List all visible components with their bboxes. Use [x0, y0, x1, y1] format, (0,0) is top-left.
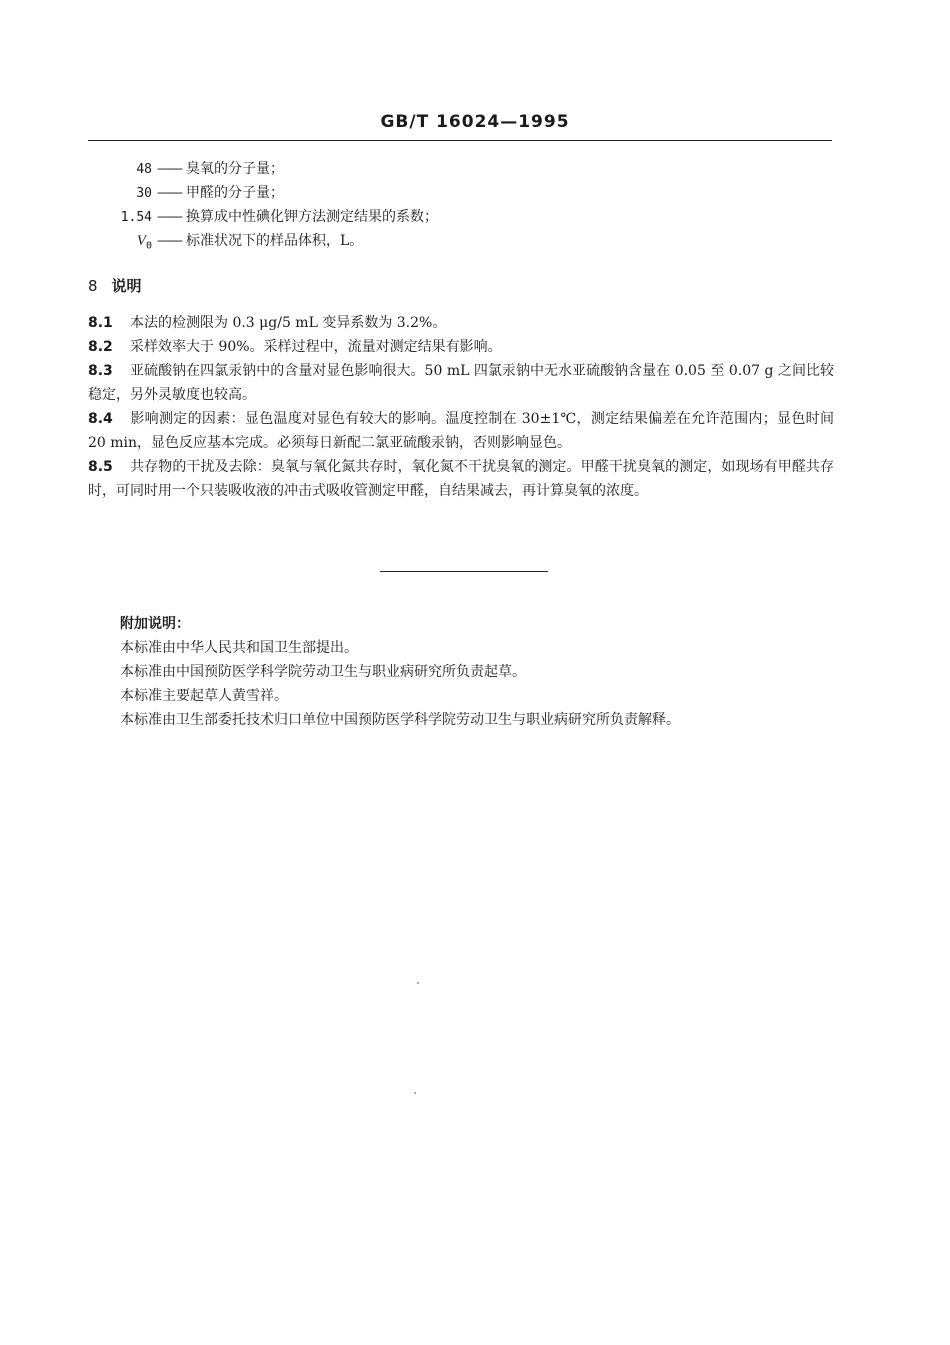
definition-row — [106, 206, 806, 230]
definition-dash: —— — [157, 161, 181, 177]
standard-number-header: GB/T 16024—1995 — [380, 112, 570, 132]
section-heading — [88, 275, 142, 296]
explanation-item — [88, 359, 834, 407]
item-number: 8.1 — [88, 315, 113, 331]
explanation-item — [88, 311, 834, 335]
definition-text: 标准状况下的样品体积，L。 — [186, 233, 364, 249]
item-text: 共存物的干扰及去除：臭氧与氧化氮共存时，氧化氮不干扰臭氧的测定。甲醛干扰臭氧的测定，如现场有甲醛共存时，可同时用一个只装吸收液的冲击式吸收管测定甲醛，自结果减去，再计算臭氧的浓度。 — [88, 459, 834, 499]
definition-row — [106, 230, 806, 254]
appendix-notes — [120, 612, 820, 732]
item-number: 8.4 — [88, 411, 113, 427]
item-number: 8.3 — [88, 363, 113, 379]
definition-symbol-subscript: 0 — [145, 240, 152, 252]
definition-dash: —— — [157, 233, 181, 249]
item-number: 8.2 — [88, 339, 113, 355]
appendix-line: 本标准由中国预防医学科学院劳动卫生与职业病研究所负责起草。 — [120, 664, 526, 680]
appendix-line: 本标准主要起草人黄雪祥。 — [120, 688, 288, 704]
definition-text: 换算成中性碘化钾方法测定结果的系数； — [186, 209, 438, 225]
explanation-item — [88, 455, 834, 503]
end-rule — [380, 571, 548, 572]
definition-text: 臭氧的分子量； — [186, 161, 284, 177]
definition-symbol: 48 — [136, 162, 152, 177]
definitions-list — [106, 158, 806, 254]
appendix-line: 本标准由卫生部委托技术归口单位中国预防医学科学院劳动卫生与职业病研究所负责解释。 — [120, 712, 680, 728]
item-text: 亚硫酸钠在四氯汞钠中的含量对显色影响很大。50 mL 四氯汞钠中无水亚硫酸钠含量在 0.05 至 0.07 g 之间比较稳定，另外灵敏度也较高。 — [88, 363, 834, 403]
explanation-item — [88, 407, 834, 455]
definition-symbol: 1.54 — [120, 210, 152, 225]
header-rule — [88, 140, 832, 141]
definition-symbol: 30 — [136, 186, 152, 201]
definition-dash: —— — [157, 209, 181, 225]
appendix-line: 本标准由中华人民共和国卫生部提出。 — [120, 640, 358, 656]
scan-speck — [414, 1092, 416, 1094]
appendix-title: 附加说明： — [120, 616, 190, 632]
definition-symbol-main: V — [136, 233, 146, 249]
item-text: 采样效率大于 90%。采样过程中，流量对测定结果有影响。 — [130, 339, 502, 355]
definition-row — [106, 182, 806, 206]
definition-text: 甲醛的分子量； — [186, 185, 284, 201]
item-number: 8.5 — [88, 459, 113, 475]
section-title: 说明 — [111, 277, 142, 295]
item-text: 影响测定的因素：显色温度对显色有较大的影响。温度控制在 30±1℃，测定结果偏差在允许范围内；显色时间 20 min，显色反应基本完成。必须每日新配二氯亚硫酸汞钠，否则影响显色。 — [88, 411, 834, 451]
section-number: 8 — [88, 277, 98, 295]
definition-dash: —— — [157, 185, 181, 201]
definition-symbol — [106, 233, 152, 252]
item-text: 本法的检测限为 0.3 μg/5 mL 变异系数为 3.2%。 — [130, 315, 447, 331]
explanation-item — [88, 335, 834, 359]
explanation-items — [88, 311, 834, 503]
scan-speck — [417, 982, 419, 984]
definition-row — [106, 158, 806, 182]
